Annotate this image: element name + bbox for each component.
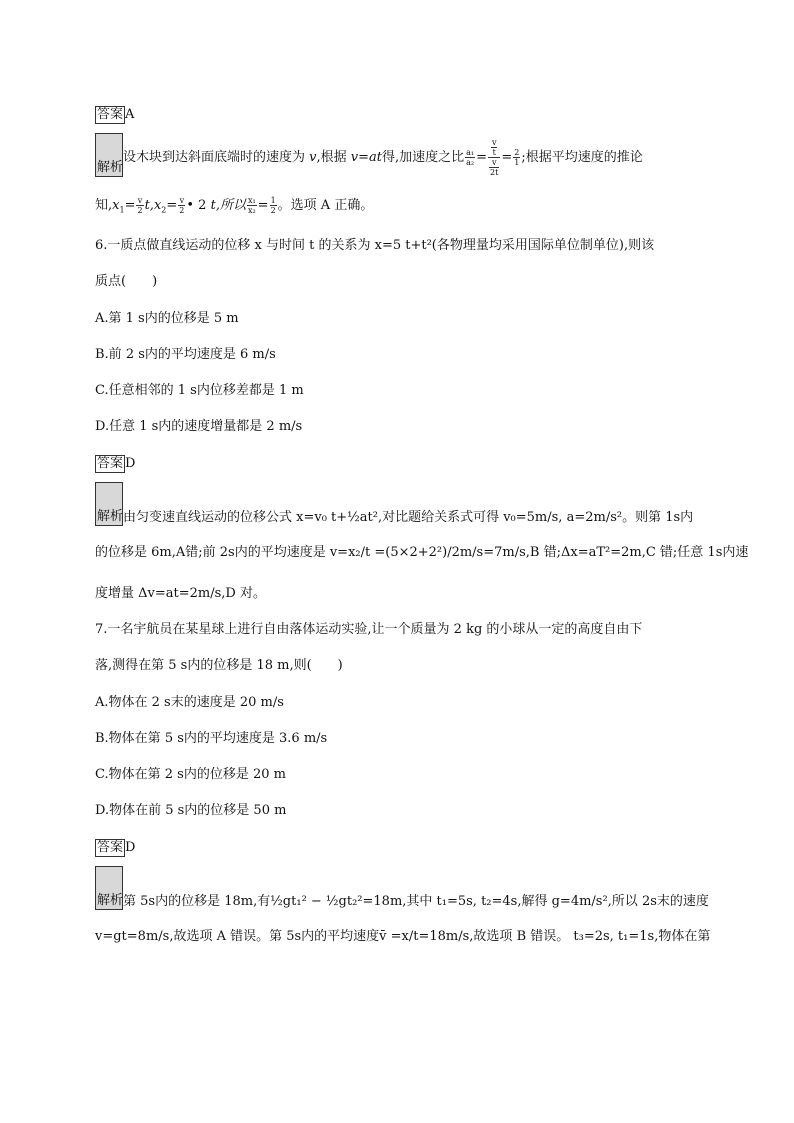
text: ,根据 — [316, 150, 347, 165]
denominator: t — [492, 148, 496, 157]
q7-analysis-line1 — [95, 866, 709, 910]
analysis-text: 第 5s内的位移是 18m,有½gt₁² − ½gt₂²=18m,其中 t₁=5s, t₂=4s,解得 g=4m/s²,所以 2s末的速度 — [123, 894, 709, 909]
answer-label: 答案 — [97, 107, 124, 122]
answer-value: D — [125, 840, 136, 855]
q6-stem-line2: 质点( ) — [95, 274, 158, 289]
q7-stem-line2: 落,测得在第 5 s内的位移是 18 m,则( ) — [95, 658, 343, 673]
numerator: v — [179, 196, 185, 205]
fraction — [247, 196, 257, 215]
q7-stem-line1: 7.一名宇航员在某星球上进行自由落体运动实验,让一个质量为 2 kg 的小球从一定的高度自由下 — [95, 622, 643, 637]
q5-analysis-line2: 知$,x_1=$ $\frac{v}{2}$ $t,x_2=$ $\frac{v}{2}$ • 2 t,所以 $\frac{\text{x₁}}{\text{x₂}}$ = $\frac{1}{2}$ 。选项 A 正确。 — [95, 196, 374, 215]
text: t, — [144, 198, 154, 213]
q7-answer-row — [95, 839, 135, 857]
denominator: 2t — [490, 168, 499, 177]
fraction — [513, 148, 520, 167]
numerator: v — [491, 138, 497, 147]
q5-answer-row — [95, 106, 134, 124]
answer-label: 答案 — [97, 456, 124, 471]
denominator: 2 — [137, 206, 143, 215]
text: = — [501, 150, 513, 165]
analysis-label: 解析 — [97, 509, 124, 524]
numerator: 1 — [270, 196, 276, 205]
q7-option-d: D.物体在前 5 s内的位移是 50 m — [95, 803, 287, 818]
denominator: x₂ — [247, 206, 256, 215]
answer-value: A — [125, 107, 135, 122]
numerator: x₁ — [247, 196, 256, 205]
numerator: v — [489, 158, 499, 168]
formula: v=at — [350, 150, 383, 165]
text: t,所以 — [210, 198, 246, 213]
numerator: 2 — [514, 148, 520, 157]
denominator: a₂ — [466, 158, 475, 167]
q6-option-a: A.第 1 s内的位移是 5 m — [95, 311, 239, 326]
q6-analysis-line3: 度增量 Δv=at=2m/s,D 对。 — [95, 586, 266, 601]
answer-label: 答案 — [97, 840, 124, 855]
text: = — [476, 150, 488, 165]
q6-answer-row — [95, 455, 135, 473]
denominator: 1 — [514, 158, 520, 167]
q7-option-a: A.物体在 2 s末的速度是 20 m/s — [95, 695, 284, 710]
analysis-label-box — [95, 482, 123, 526]
numerator — [488, 138, 500, 158]
q5-analysis-line1 — [95, 133, 643, 177]
q7-analysis-line2: v=gt=8m/s,故选项 A 错误。第 5s内的平均速度v̄ =x/t=18m/s,故选项 B 错误。 t₃=2s, t₁=1s,物体在第 — [95, 929, 711, 944]
q6-option-c: C.任意相邻的 1 s内位移差都是 1 m — [95, 383, 304, 398]
compound-fraction — [488, 138, 500, 177]
fraction — [465, 148, 475, 167]
denominator — [488, 158, 500, 177]
text: 得,加速度之比 — [382, 150, 465, 165]
var-x: x — [112, 198, 120, 213]
text: ;根据平均速度的推论 — [521, 150, 643, 165]
text: 知, — [95, 198, 113, 213]
analysis-label: 解析 — [97, 893, 124, 908]
fraction — [178, 196, 185, 215]
text: 设木块到达斜面底端时的速度为 — [123, 150, 306, 165]
analysis-label-box — [95, 866, 123, 910]
text: • 2 — [186, 198, 207, 213]
analysis-text: 由匀变速直线运动的位移公式 x=v₀ t+½at²,对比题给关系式可得 v₀=5m/s, a=2m/s²。则第 1s内 — [123, 510, 694, 525]
fraction — [136, 196, 143, 215]
answer-value: D — [125, 456, 136, 471]
q6-analysis-line1 — [95, 482, 693, 526]
q6-analysis-line2: 的位移是 6m,A错;前 2s内的平均速度是 v=x₂/t =(5×2+2²)/2m/s=7m/s,B 错;Δx=aT²=2m,C 错;任意 1s内速 — [95, 545, 749, 560]
var-x: x — [153, 198, 162, 213]
q7-option-b: B.物体在第 5 s内的平均速度是 3.6 m/s — [95, 731, 328, 746]
q6-stem-line1: 6.一质点做直线运动的位移 x 与时间 t 的关系为 x=5 t+t²(各物理量均采用国际单位制单位),则该 — [95, 238, 655, 253]
denominator: 2 — [179, 206, 185, 215]
denominator: 2 — [270, 206, 276, 215]
numerator: v — [137, 196, 143, 205]
var-v: v — [309, 150, 317, 165]
q7-option-c: C.物体在第 2 s内的位移是 20 m — [95, 767, 286, 782]
text: 。选项 A 正确。 — [277, 198, 374, 213]
q6-option-b: B.前 2 s内的平均速度是 6 m/s — [95, 347, 276, 362]
fraction — [270, 196, 277, 215]
q6-option-d: D.任意 1 s内的速度增量都是 2 m/s — [95, 419, 303, 434]
analysis-label: 解析 — [97, 160, 124, 175]
numerator: a₁ — [466, 148, 475, 157]
analysis-label-box — [95, 133, 123, 177]
